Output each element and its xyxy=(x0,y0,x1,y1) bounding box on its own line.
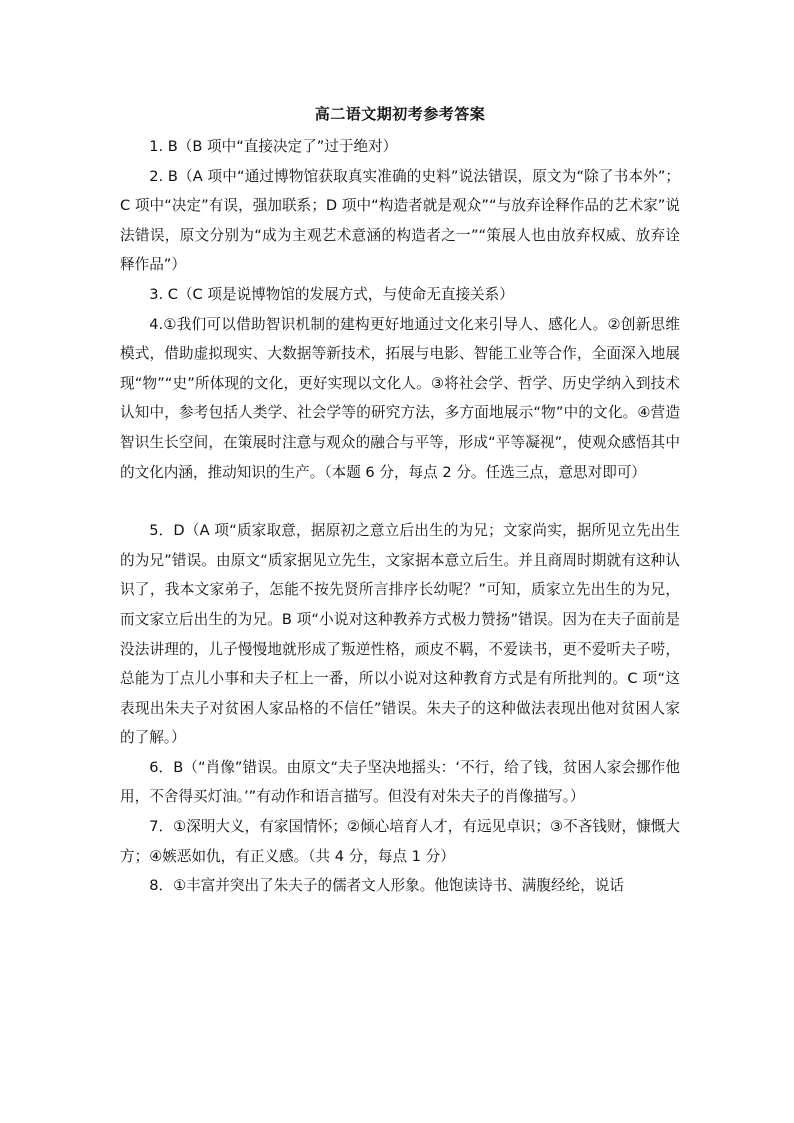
answer-1: 1. B（B 项中“直接决定了”过于绝对） xyxy=(149,138,398,155)
answer-4: 4.①我们可以借助智识机制的建构更好地通过文化来引导人、感化人。②创新思维模式，借助虚拟现实、大数据等新技术，拓展与电影、智能工业等合作，全面深入地展现“物”“史”所体现的文化，更好实现以文化人。③将社会学、哲学、历史学纳入到技术认知中，参考包括人类学、社会学等的研究方法，多方面地展示“物”中的文化。④营造智识生长空间，在策展时注意与观众的融合与平等，形成“平等凝视”，使观众感悟其中的文化内涵，推动知识的生产。（本题 6 分，每点 2 分。任选三点，意思对即可） xyxy=(120,315,680,481)
answer-2: 2. B（A 项中“通过博物馆获取真实准确的史料”说法错误，原文为“除了书本外”；C 项中“决定”有误，强加联系；D 项中“构造者就是观众”“与放弃诠释作品的艺术家”说法错误，原文分别为“成为主观艺术意涵的构造者之一”“策展人也由放弃权威、放弃诠释作品”） xyxy=(120,167,680,274)
answer-3: 3. C（C 项是说博物馆的发展方式，与使命无直接关系） xyxy=(149,285,514,303)
answer-5: 5．D（A 项“质家取意，据原初之意立后出生的为兄；文家尚实，据所见立先出生的为兄”错误。由原文“质家据见立先生，文家据本意立后生。并且商周时期就有这种认识了，我本文家弟子，怎能不按先贤所言排序长幼呢？”可知，质家立先出生的为兄，而文家立后出生的为兄。B 项“小说对这种教养方式极力赞扬”错误。因为在夫子面前是没法讲理的，儿子慢慢地就形成了叛逆性格，顽皮不羁，不爱读书，更不爱听夫子唠，总能为丁点儿小事和夫子杠上一番，所以小说对这种教育方式是有所批判的。C 项“这表现出朱夫子对贫困人家品格的不信任”错误。朱夫子的这种做法表现出他对贫困人家的了解。） xyxy=(120,522,680,747)
section-gap xyxy=(120,487,680,516)
answer-7: 7．①深明大义，有家国情怀；②倾心培育人才，有远见卓识；③不吝钱财，慷慨大方；④嫉恶如仇，有正义感。（共 4 分，每点 1 分） xyxy=(120,818,680,865)
answer-8: 8．①丰富并突出了朱夫子的儒者文人形象。他饱读诗书、满腹经纶，说话 xyxy=(149,877,624,895)
document-title: 高二语文期初考参考答案 xyxy=(314,105,486,123)
answer-6: 6．B（“肖像”错误。由原文“夫子坚决地摇头：‘不行，给了钱，贫困人家会挪作他用，不舍得买灯油。’”有动作和语言描写。但没有对朱夫子的肖像描写。） xyxy=(120,758,680,806)
document-body xyxy=(120,100,680,901)
